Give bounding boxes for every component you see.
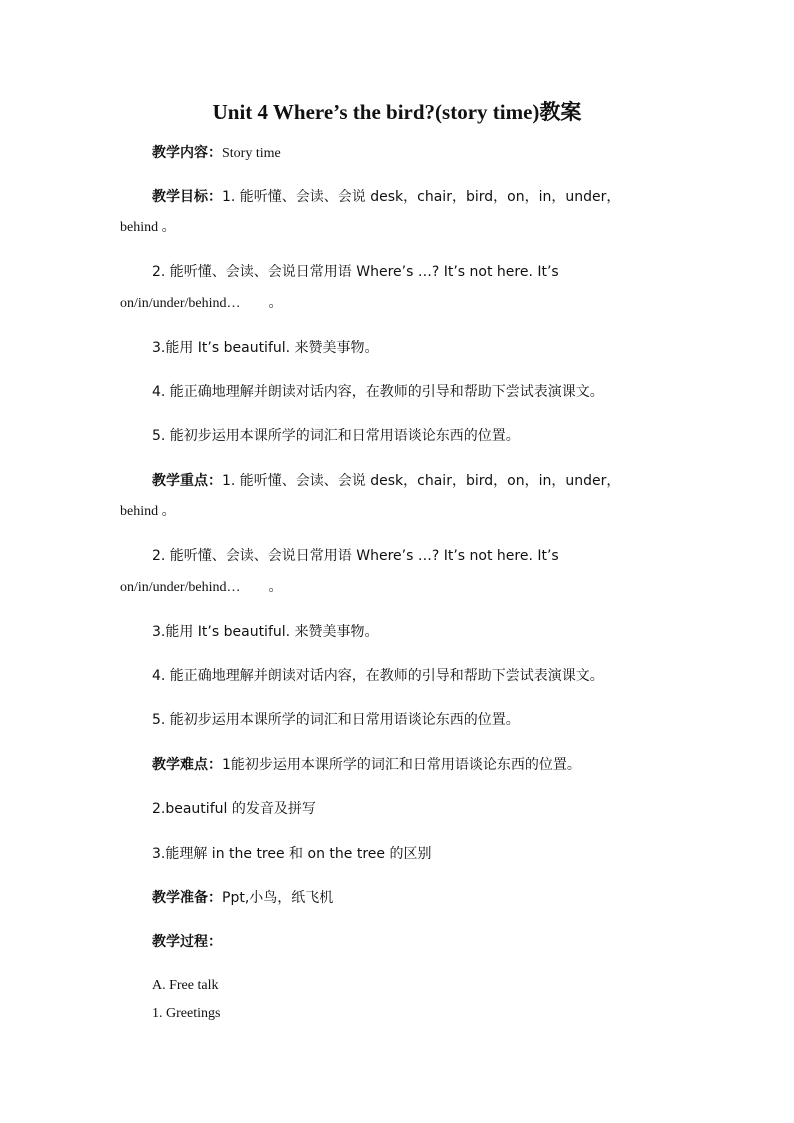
difficulty-1: 1能初步运用本课所学的词汇和日常用语谈论东西的位置。 bbox=[222, 757, 581, 773]
objectives-row-1 bbox=[152, 188, 620, 206]
key-point-5: 5. 能初步运用本课所学的词汇和日常用语谈论东西的位置。 bbox=[152, 712, 520, 728]
key-point-4: 4. 能正确地理解并朗读对话内容，在教师的引导和帮助下尝试表演课文。 bbox=[152, 668, 604, 684]
key-point-2-line-2: on/in/under/behind… 。 bbox=[120, 580, 283, 595]
process-step-1: 1. Greetings bbox=[152, 1006, 221, 1021]
preparation-label: 教学准备： bbox=[152, 890, 222, 906]
difficulty-3: 3.能理解 in the tree 和 on the tree 的区别 bbox=[152, 846, 432, 862]
key-point-2-line-1: 2. 能听懂、会读、会说日常用语 Where’s …? It’s not here. It’s bbox=[152, 548, 559, 564]
objective-1-line-1: 1. 能听懂、会读、会说 desk，chair，bird，on，in，under， bbox=[222, 189, 621, 205]
preparation-row bbox=[152, 889, 333, 907]
objective-4: 4. 能正确地理解并朗读对话内容，在教师的引导和帮助下尝试表演课文。 bbox=[152, 384, 604, 400]
difficulty-2: 2.beautiful 的发音及拼写 bbox=[152, 801, 316, 817]
document-title: Unit 4 Where’s the bird?(story time)教案 bbox=[212, 100, 582, 124]
preparation-value: Ppt,小鸟，纸飞机 bbox=[222, 890, 334, 906]
process-step-a: A. Free talk bbox=[152, 978, 219, 993]
objective-2-line-1: 2. 能听懂、会读、会说日常用语 Where’s …? It’s not here. It’s bbox=[152, 264, 559, 280]
process-label: 教学过程： bbox=[152, 934, 222, 950]
content-row bbox=[152, 144, 281, 163]
objective-2-line-2: on/in/under/behind… 。 bbox=[120, 296, 283, 311]
difficulties-row-1 bbox=[152, 756, 581, 774]
objectives-label: 教学目标： bbox=[152, 189, 222, 205]
key-point-3: 3.能用 It’s beautiful. 来赞美事物。 bbox=[152, 624, 379, 640]
content-value: Story time bbox=[222, 146, 281, 161]
objective-5: 5. 能初步运用本课所学的词汇和日常用语谈论东西的位置。 bbox=[152, 428, 520, 444]
objective-1-line-2: behind 。 bbox=[120, 220, 176, 235]
difficulties-label: 教学难点： bbox=[152, 757, 222, 773]
content-label: 教学内容： bbox=[152, 145, 222, 161]
key-point-1-line-2: behind 。 bbox=[120, 504, 176, 519]
key-point-1-line-1: 1. 能听懂、会读、会说 desk，chair，bird，on，in，under， bbox=[222, 473, 621, 489]
objective-3: 3.能用 It’s beautiful. 来赞美事物。 bbox=[152, 340, 379, 356]
key-points-label: 教学重点： bbox=[152, 473, 222, 489]
process-row bbox=[152, 933, 222, 951]
key-points-row-1 bbox=[152, 472, 620, 490]
